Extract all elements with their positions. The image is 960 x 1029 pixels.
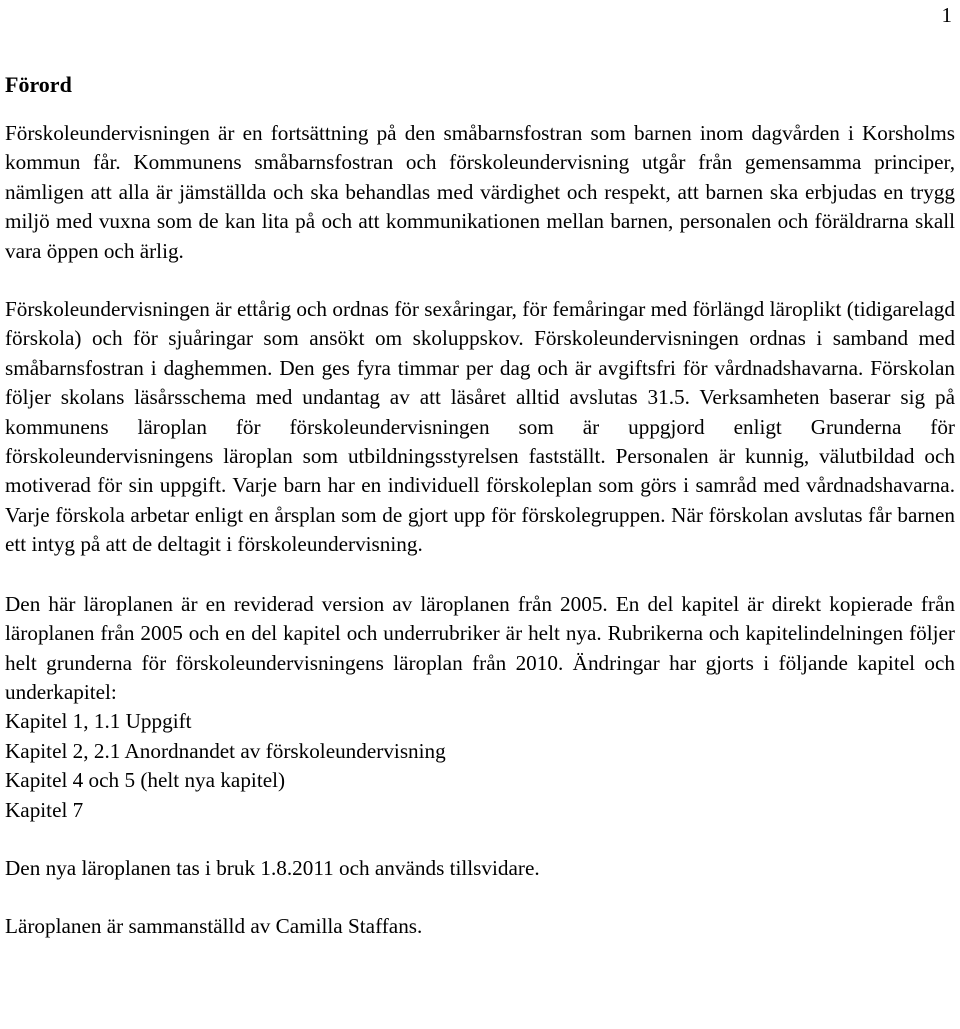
section-heading: Förord [5,72,72,97]
list-item: Kapitel 1, 1.1 Uppgift [5,709,192,734]
list-item: Kapitel 4 och 5 (helt nya kapitel) [5,768,286,793]
compiled-by-note: Läroplanen är sammanställd av Camilla Staffans. [5,914,423,939]
page-number: 1 [941,3,952,27]
paragraph-organization: Förskoleundervisningen är ettårig och ordnas för sexåringar, för femåringar med förlängd läroplikt (tidigarelagd förskola) och för sjuåringar som ansökt om skoluppskov. Förskoleundervisningen ordnas i samband med småbarnsfostran i daghemmen. Den ges fyra timmar per dag och är avgiftsfri för vårdnadshavarna. Förskolan följer skolans läsårsschema med undantag av att läsåret alltid avslutas 31.5. Verksamheten baserar sig på kommunens läroplan för förskoleundervisningen som är uppgjord enligt Grunderna för förskoleundervisningens läroplan som utbildningsstyrelsen fastställt. Personalen är kunnig, välutbildad och motiverad för sin uppgift. Varje barn har en individuell förskoleplan som görs i samråd med vårdnadshavarna. Varje förskola arbetar enligt en årsplan som de gjort upp för förskolegruppen. När förskolan avslutas får barnen ett intyg på att de deltagit i förskoleundervisning. [5,297,955,557]
changed-chapters-list [5,707,955,825]
list-item: Kapitel 2, 2.1 Anordnandet av förskoleundervisning [5,738,446,763]
in-use-note: Den nya läroplanen tas i bruk 1.8.2011 och används tillsvidare. [5,855,540,880]
paragraph-revision: Den här läroplanen är en reviderad version av läroplanen från 2005. En del kapitel är direkt kopierade från läroplanen från 2005 och en del kapitel och underrubriker är helt nya. Rubrikerna och kapitelindelningen följer helt grunderna för förskoleundervisningens läroplan från 2010. Ändringar har gjorts i följande kapitel och underkapitel: [5,591,955,704]
paragraph-intro: Förskoleundervisningen är en fortsättning på den småbarnsfostran som barnen inom dagvården i Korsholms kommun får. Kommunens småbarnsfostran och förskoleundervisning utgår från gemensamma principer, nämligen att alla är jämställda och ska behandlas med värdighet och respekt, att barnen ska erbjudas en trygg miljö med vuxna som de kan lita på och att kommunikationen mellan barnen, personalen och föräldrarna skall vara öppen och ärlig. [5,121,955,263]
document-body [5,70,955,942]
list-item: Kapitel 7 [5,797,84,822]
